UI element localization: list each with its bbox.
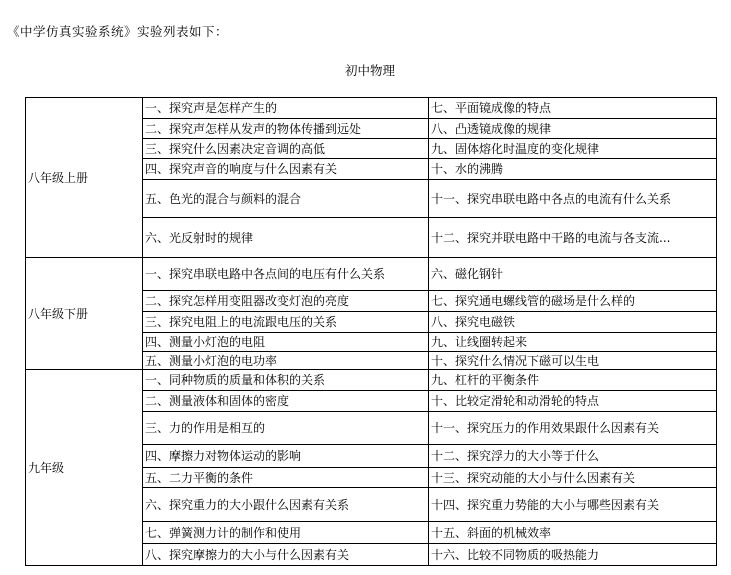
- table-row: [26, 258, 717, 291]
- experiment-cell: 一、探究声是怎样产生的: [143, 98, 429, 119]
- experiment-table-body: [26, 98, 717, 566]
- experiment-cell: 七、平面镜成像的特点: [429, 98, 717, 119]
- experiment-cell: 二、测量液体和固体的密度: [143, 391, 429, 412]
- experiment-cell: 十、探究什么情况下磁可以生电: [429, 352, 717, 370]
- experiment-cell: 六、探究重力的大小跟什么因素有关系: [143, 488, 429, 522]
- experiment-cell: 五、测量小灯泡的电功率: [143, 352, 429, 370]
- experiment-cell: 十一、探究串联电路中各点的电流有什么关系: [429, 180, 717, 218]
- experiment-cell: 八、探究电磁铁: [429, 312, 717, 333]
- experiment-cell: 三、探究电阻上的电流跟电压的关系: [143, 312, 429, 333]
- experiment-cell: 九、杠杆的平衡条件: [429, 370, 717, 391]
- experiment-cell: 四、测量小灯泡的电阻: [143, 333, 429, 352]
- experiment-cell: 十、水的沸腾: [429, 159, 717, 180]
- experiment-cell: 九、固体熔化时温度的变化规律: [429, 139, 717, 159]
- experiment-cell: 五、色光的混合与颜料的混合: [143, 180, 429, 218]
- grade-cell: 九年级: [26, 370, 143, 566]
- experiment-cell: 三、力的作用是相互的: [143, 412, 429, 445]
- grade-cell: 八年级上册: [26, 98, 143, 258]
- experiment-cell: 二、探究声怎样从发声的物体传播到远处: [143, 119, 429, 139]
- table-row: [26, 98, 717, 119]
- experiment-cell: 八、探究摩擦力的大小与什么因素有关: [143, 544, 429, 566]
- experiment-cell: 四、摩擦力对物体运动的影响: [143, 445, 429, 468]
- experiment-cell: 一、同种物质的质量和体积的关系: [143, 370, 429, 391]
- experiment-cell: 十三、探究动能的大小与什么因素有关: [429, 468, 717, 488]
- page-title: 《中学仿真实验系统》实验列表如下：: [7, 24, 229, 39]
- experiment-cell: 六、光反射时的规律: [143, 218, 429, 258]
- experiment-cell: 三、探究什么因素决定音调的高低: [143, 139, 429, 159]
- experiment-cell: 十二、探究并联电路中干路的电流与各支流...: [429, 218, 717, 258]
- experiment-cell: 十一、探究压力的作用效果跟什么因素有关: [429, 412, 717, 445]
- table-row: [26, 370, 717, 391]
- experiment-cell: 十五、斜面的机械效率: [429, 522, 717, 544]
- grade-cell: 八年级下册: [26, 258, 143, 370]
- subject-title: 初中物理: [345, 63, 396, 78]
- experiment-cell: 五、二力平衡的条件: [143, 468, 429, 488]
- experiment-cell: 十四、探究重力势能的大小与哪些因素有关: [429, 488, 717, 522]
- experiment-cell: 十、比较定滑轮和动滑轮的特点: [429, 391, 717, 412]
- experiment-table: [25, 97, 717, 566]
- experiment-cell: 一、探究串联电路中各点间的电压有什么关系: [143, 258, 429, 291]
- experiment-cell: 八、凸透镜成像的规律: [429, 119, 717, 139]
- experiment-cell: 六、磁化钢针: [429, 258, 717, 291]
- experiment-cell: 四、探究声音的响度与什么因素有关: [143, 159, 429, 180]
- experiment-cell: 七、弹簧测力计的制作和使用: [143, 522, 429, 544]
- experiment-cell: 二、探究怎样用变阻器改变灯泡的亮度: [143, 291, 429, 312]
- experiment-cell: 九、让线圈转起来: [429, 333, 717, 352]
- experiment-cell: 七、探究通电螺线管的磁场是什么样的: [429, 291, 717, 312]
- experiment-cell: 十六、比较不同物质的吸热能力: [429, 544, 717, 566]
- experiment-cell: 十二、探究浮力的大小等于什么: [429, 445, 717, 468]
